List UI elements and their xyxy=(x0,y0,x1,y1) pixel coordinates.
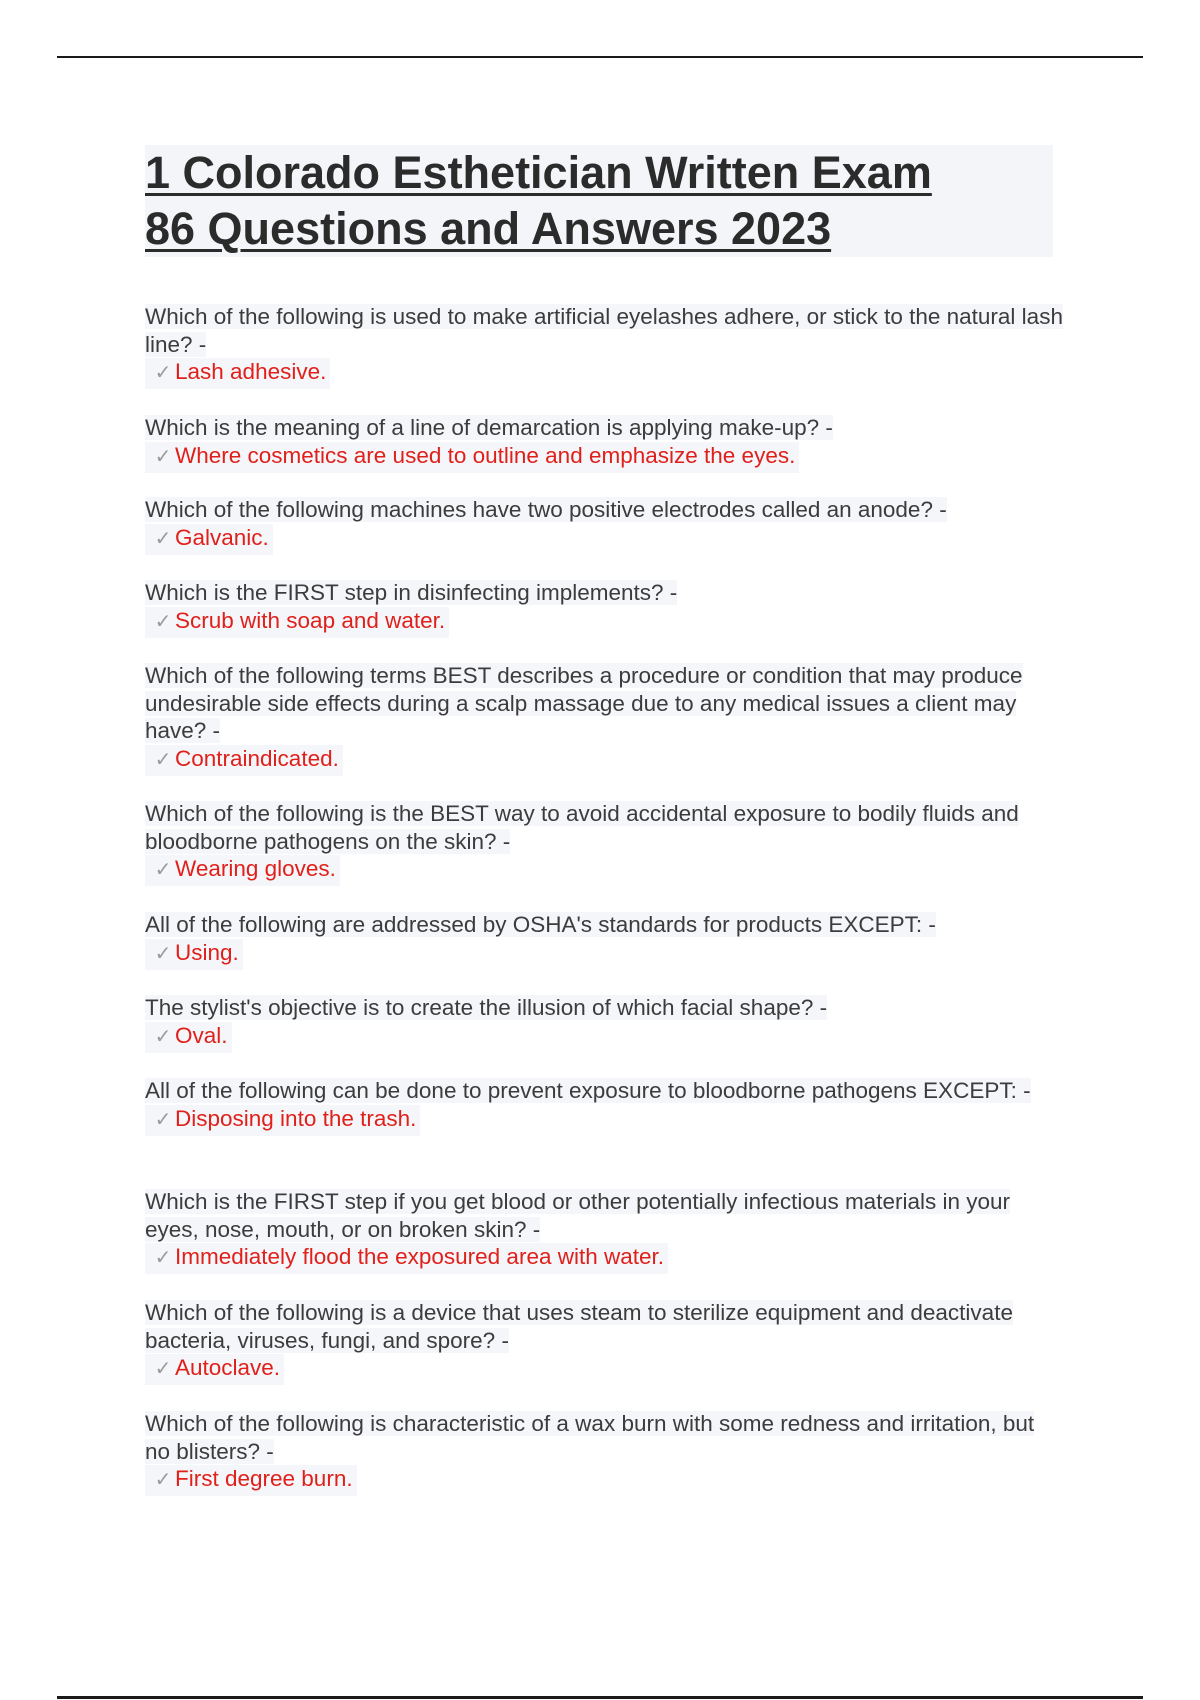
answer-row xyxy=(145,1105,1065,1133)
checkmark-icon: ✓ xyxy=(154,1108,172,1131)
question-text: Which of the following is a device that uses steam to sterilize equipment and deactivate bacteria, viruses, fungi, and spore? - xyxy=(145,1300,1013,1353)
answer-row xyxy=(145,855,1065,883)
answer-row xyxy=(145,1243,1065,1271)
checkmark-icon: ✓ xyxy=(154,610,172,633)
qa-item xyxy=(145,662,1065,773)
answer-row xyxy=(145,1465,1065,1493)
question-text: Which is the FIRST step in disinfecting implements? - xyxy=(145,580,678,605)
answer-text: Disposing into the trash. xyxy=(175,1105,417,1131)
document-title xyxy=(145,145,1053,257)
top-rule xyxy=(57,56,1143,58)
answer-row xyxy=(145,1354,1065,1382)
question-text: All of the following are addressed by OSHA's standards for products EXCEPT: - xyxy=(145,912,936,937)
answer-text: Lash adhesive. xyxy=(175,359,327,384)
qa-item xyxy=(145,1299,1065,1382)
answer-highlight xyxy=(145,855,340,886)
answer-text: First degree burn. xyxy=(175,1466,353,1491)
answer-text: Wearing gloves. xyxy=(175,856,336,881)
checkmark-icon: ✓ xyxy=(154,748,172,771)
question-text: Which of the following terms BEST describes a procedure or condition that may produce undesirable side effects during a scalp massage due to any medical issues a client may have? - xyxy=(145,663,1023,743)
answer-text: Contraindicated. xyxy=(175,745,339,771)
question-text: Which of the following is characteristic of a wax burn with some redness and irritation, but no blisters? - xyxy=(145,1411,1035,1464)
question-text: Which is the meaning of a line of demarcation is applying make-up? - xyxy=(145,415,833,440)
question-text: Which of the following machines have two positive electrodes called an anode? - xyxy=(145,497,947,522)
question-text: Which of the following is used to make artificial eyelashes adhere, or stick to the natural lash line? - xyxy=(145,304,1063,357)
question-text: All of the following can be done to prevent exposure to bloodborne pathogens EXCEPT: - xyxy=(145,1078,1031,1103)
answer-text: Autoclave. xyxy=(175,1355,281,1380)
answer-text: Scrub with soap and water. xyxy=(175,607,446,633)
question-text: Which of the following is the BEST way to avoid accidental exposure to bodily fluids and bloodborne pathogens on the skin? - xyxy=(145,801,1019,854)
checkmark-icon: ✓ xyxy=(154,1358,172,1380)
qa-item xyxy=(145,303,1065,386)
checkmark-icon: ✓ xyxy=(154,859,172,881)
qa-item xyxy=(145,1410,1065,1493)
answer-highlight xyxy=(145,1022,232,1053)
answer-text: Using. xyxy=(175,939,239,965)
title-line-2: 86 Questions and Answers 2023 xyxy=(145,203,832,254)
checkmark-icon: ✓ xyxy=(154,1247,172,1269)
answer-highlight xyxy=(145,524,273,555)
answer-highlight xyxy=(145,607,449,638)
answer-row xyxy=(145,745,1065,773)
qa-item xyxy=(145,994,1065,1050)
answer-highlight xyxy=(145,358,330,389)
qa-item xyxy=(145,414,1065,470)
answer-highlight xyxy=(145,1105,420,1136)
answer-highlight xyxy=(145,1243,668,1274)
answer-highlight xyxy=(145,939,243,970)
answer-highlight xyxy=(145,1354,284,1385)
bottom-rule xyxy=(57,1696,1143,1699)
answer-row xyxy=(145,442,1065,470)
answer-text: Where cosmetics are used to outline and emphasize the eyes. xyxy=(175,442,796,468)
checkmark-icon: ✓ xyxy=(154,1025,172,1048)
answer-row xyxy=(145,607,1065,635)
answer-highlight xyxy=(145,442,799,473)
answer-text: Immediately flood the exposured area with water. xyxy=(175,1244,665,1269)
question-text: Which is the FIRST step if you get blood or other potentially infectious materials in your eyes, nose, mouth, or on broken skin? - xyxy=(145,1189,1010,1242)
answer-highlight xyxy=(145,1465,357,1496)
qa-item xyxy=(145,579,1065,635)
title-line-1: 1 Colorado Esthetician Written Exam xyxy=(145,147,932,198)
checkmark-icon: ✓ xyxy=(154,1469,172,1491)
answer-text: Galvanic. xyxy=(175,524,269,550)
answer-highlight xyxy=(145,745,343,776)
answer-row xyxy=(145,524,1065,552)
qa-item xyxy=(145,911,1065,967)
qa-item xyxy=(145,1077,1065,1133)
qa-item xyxy=(145,496,1065,552)
checkmark-icon: ✓ xyxy=(154,362,172,384)
question-text: The stylist's objective is to create the illusion of which facial shape? - xyxy=(145,995,828,1020)
answer-text: Oval. xyxy=(175,1022,228,1048)
answer-row xyxy=(145,939,1065,967)
answer-row xyxy=(145,358,1065,386)
checkmark-icon: ✓ xyxy=(154,445,172,468)
qa-item xyxy=(145,800,1065,883)
qa-item xyxy=(145,1188,1065,1271)
answer-row xyxy=(145,1022,1065,1050)
checkmark-icon: ✓ xyxy=(154,942,172,965)
checkmark-icon: ✓ xyxy=(154,527,172,550)
